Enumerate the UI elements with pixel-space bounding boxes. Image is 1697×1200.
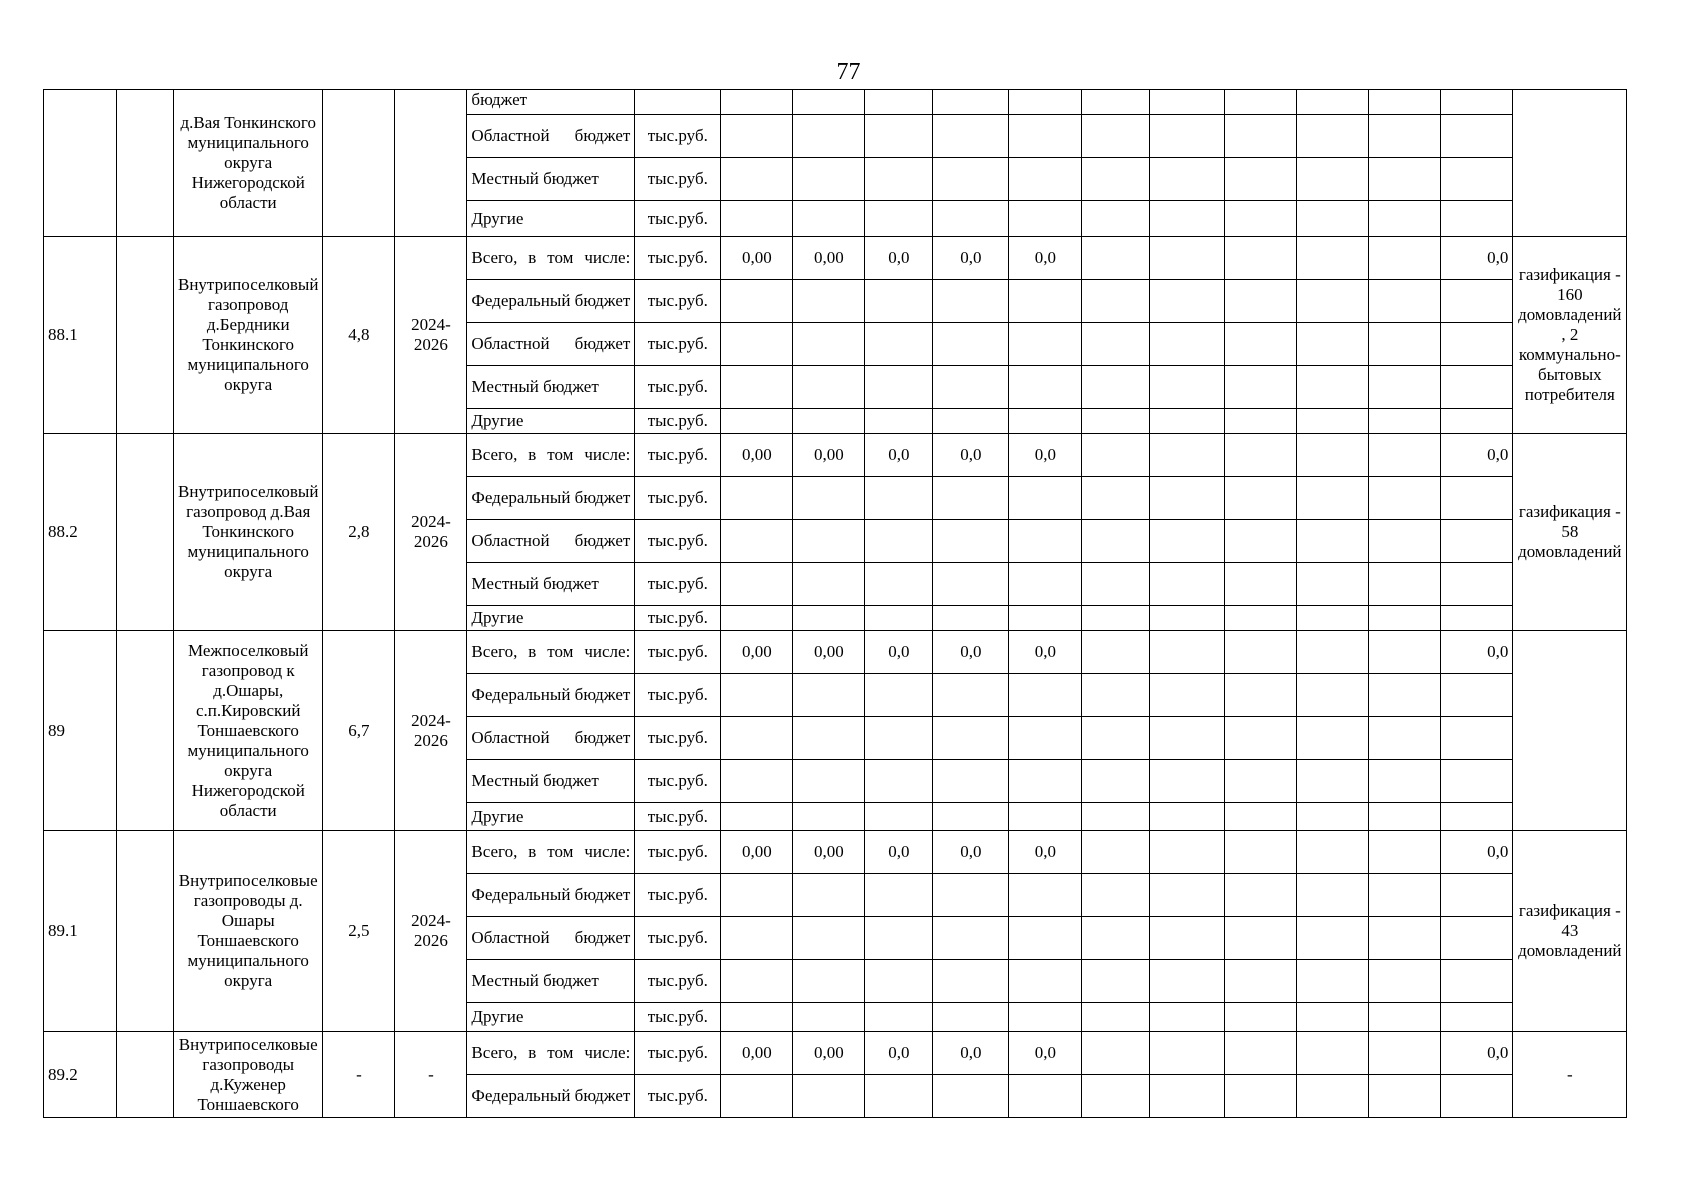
unit-cell: тыс.руб. [635, 674, 721, 717]
object-name: Внутрипоселковые газопроводы д. Ошары Тоншаевского муниципального округа [174, 831, 323, 1032]
value-cell: 0,00 [793, 434, 865, 477]
source-label: Другие [467, 803, 635, 831]
unit-cell: тыс.руб. [635, 434, 721, 477]
length-cell: - [323, 1032, 395, 1118]
unit-cell: тыс.руб. [635, 280, 721, 323]
unit-cell: тыс.руб. [635, 563, 721, 606]
table-row [44, 631, 1627, 674]
value-cell: 0,0 [865, 631, 933, 674]
value-cell: 0,0 [865, 434, 933, 477]
unit-cell: тыс.руб. [635, 520, 721, 563]
value-cell: 0,00 [721, 631, 793, 674]
source-label: Областной бюджет [467, 717, 635, 760]
source-label: Всего, в том числе: [467, 631, 635, 674]
row-number: 89.2 [44, 1032, 117, 1118]
result-cell: газификация - 43 домовладений [1513, 831, 1627, 1032]
length-cell: 2,5 [323, 831, 395, 1032]
value-cell: 0,0 [1009, 237, 1082, 280]
value-cell: 0,00 [793, 631, 865, 674]
source-label: Областной бюджет [467, 917, 635, 960]
object-name: Внутрипоселковый газопровод д.Бердники Тонкинского муниципального округа [174, 237, 323, 434]
value-cell: 0,00 [721, 831, 793, 874]
table-row [44, 90, 1627, 115]
value-cell: 0,0 [1441, 237, 1513, 280]
table-row [44, 1032, 1627, 1075]
value-cell: 0,0 [933, 831, 1009, 874]
source-label: Другие [467, 201, 635, 237]
value-cell: 0,00 [721, 434, 793, 477]
source-label: Всего, в том числе: [467, 831, 635, 874]
source-label: Местный бюджет [467, 158, 635, 201]
value-cell: 0,00 [793, 237, 865, 280]
years-cell: 2024-2026 [395, 434, 467, 631]
investment-table [43, 89, 1627, 1118]
table-row [44, 831, 1627, 874]
value-cell: 0,0 [933, 631, 1009, 674]
source-label: Федеральный бюджет [467, 674, 635, 717]
source-label: Всего, в том числе: [467, 1032, 635, 1075]
value-cell: 0,00 [721, 1032, 793, 1075]
source-label: Федеральный бюджет [467, 477, 635, 520]
table-row [44, 434, 1627, 477]
source-label: бюджет [467, 90, 635, 115]
unit-cell: тыс.руб. [635, 960, 721, 1003]
source-label: Местный бюджет [467, 366, 635, 409]
length-cell: 6,7 [323, 631, 395, 831]
unit-cell: тыс.руб. [635, 831, 721, 874]
years-cell: 2024-2026 [395, 631, 467, 831]
value-cell: 0,0 [1009, 434, 1082, 477]
years-cell: - [395, 1032, 467, 1118]
source-label: Другие [467, 606, 635, 631]
table-row [44, 237, 1627, 280]
length-cell: 2,8 [323, 434, 395, 631]
unit-cell: тыс.руб. [635, 1075, 721, 1118]
value-cell: 0,0 [865, 1032, 933, 1075]
value-cell: 0,0 [1441, 631, 1513, 674]
source-label: Федеральный бюджет [467, 1075, 635, 1118]
page-number: 77 [836, 59, 861, 85]
unit-cell: тыс.руб. [635, 201, 721, 237]
result-cell: - [1513, 1032, 1627, 1118]
value-cell: 0,0 [865, 831, 933, 874]
result-cell: газификация - 58 домовладений [1513, 434, 1627, 631]
value-cell: 0,0 [1009, 831, 1082, 874]
result-cell [1513, 631, 1627, 831]
row-number: 88.1 [44, 237, 117, 434]
source-label: Областной бюджет [467, 520, 635, 563]
value-cell: 0,0 [1441, 1032, 1513, 1075]
unit-cell: тыс.руб. [635, 323, 721, 366]
unit-cell: тыс.руб. [635, 115, 721, 158]
value-cell: 0,0 [1441, 831, 1513, 874]
unit-cell: тыс.руб. [635, 631, 721, 674]
value-cell: 0,0 [1009, 631, 1082, 674]
value-cell: 0,00 [793, 1032, 865, 1075]
source-label: Федеральный бюджет [467, 874, 635, 917]
object-name: д.Вая Тонкинского муниципального округа Нижегородской области [174, 90, 323, 237]
years-cell: 2024-2026 [395, 831, 467, 1032]
unit-cell: тыс.руб. [635, 409, 721, 434]
unit-cell: тыс.руб. [635, 366, 721, 409]
source-label: Местный бюджет [467, 760, 635, 803]
unit-cell: тыс.руб. [635, 760, 721, 803]
source-label: Всего, в том числе: [467, 237, 635, 280]
unit-cell: тыс.руб. [635, 158, 721, 201]
unit-cell: тыс.руб. [635, 477, 721, 520]
unit-cell: тыс.руб. [635, 917, 721, 960]
value-cell: 0,0 [933, 1032, 1009, 1075]
value-cell: 0,0 [933, 237, 1009, 280]
value-cell: 0,00 [793, 831, 865, 874]
source-label: Областной бюджет [467, 323, 635, 366]
unit-cell: тыс.руб. [635, 717, 721, 760]
source-label: Федеральный бюджет [467, 280, 635, 323]
source-label: Всего, в том числе: [467, 434, 635, 477]
row-number: 88.2 [44, 434, 117, 631]
num-cell [44, 90, 117, 237]
result-cell: газификация - 160 домовладений , 2 коммунально-бытовых потребителя [1513, 237, 1627, 434]
unit-cell: тыс.руб. [635, 874, 721, 917]
source-label: Областной бюджет [467, 115, 635, 158]
unit-cell: тыс.руб. [635, 1003, 721, 1032]
unit-cell: тыс.руб. [635, 237, 721, 280]
unit-cell: тыс.руб. [635, 803, 721, 831]
source-label: Другие [467, 1003, 635, 1032]
source-label: Местный бюджет [467, 563, 635, 606]
object-name: Межпоселковый газопровод к д.Ошары, с.п.Кировский Тоншаевского муниципального округа Нижегородской области [174, 631, 323, 831]
years-cell: 2024-2026 [395, 237, 467, 434]
object-name: Внутрипоселковый газопровод д.Вая Тонкинского муниципального округа [174, 434, 323, 631]
length-cell: 4,8 [323, 237, 395, 434]
source-label: Другие [467, 409, 635, 434]
value-cell: 0,0 [1009, 1032, 1082, 1075]
value-cell: 0,0 [933, 434, 1009, 477]
value-cell: 0,0 [865, 237, 933, 280]
value-cell: 0,0 [1441, 434, 1513, 477]
row-number: 89.1 [44, 831, 117, 1032]
unit-cell: тыс.руб. [635, 606, 721, 631]
source-label: Местный бюджет [467, 960, 635, 1003]
unit-cell: тыс.руб. [635, 1032, 721, 1075]
object-name: Внутрипоселковые газопроводы д.Куженер Тоншаевского [174, 1032, 323, 1118]
row-number: 89 [44, 631, 117, 831]
value-cell: 0,00 [721, 237, 793, 280]
